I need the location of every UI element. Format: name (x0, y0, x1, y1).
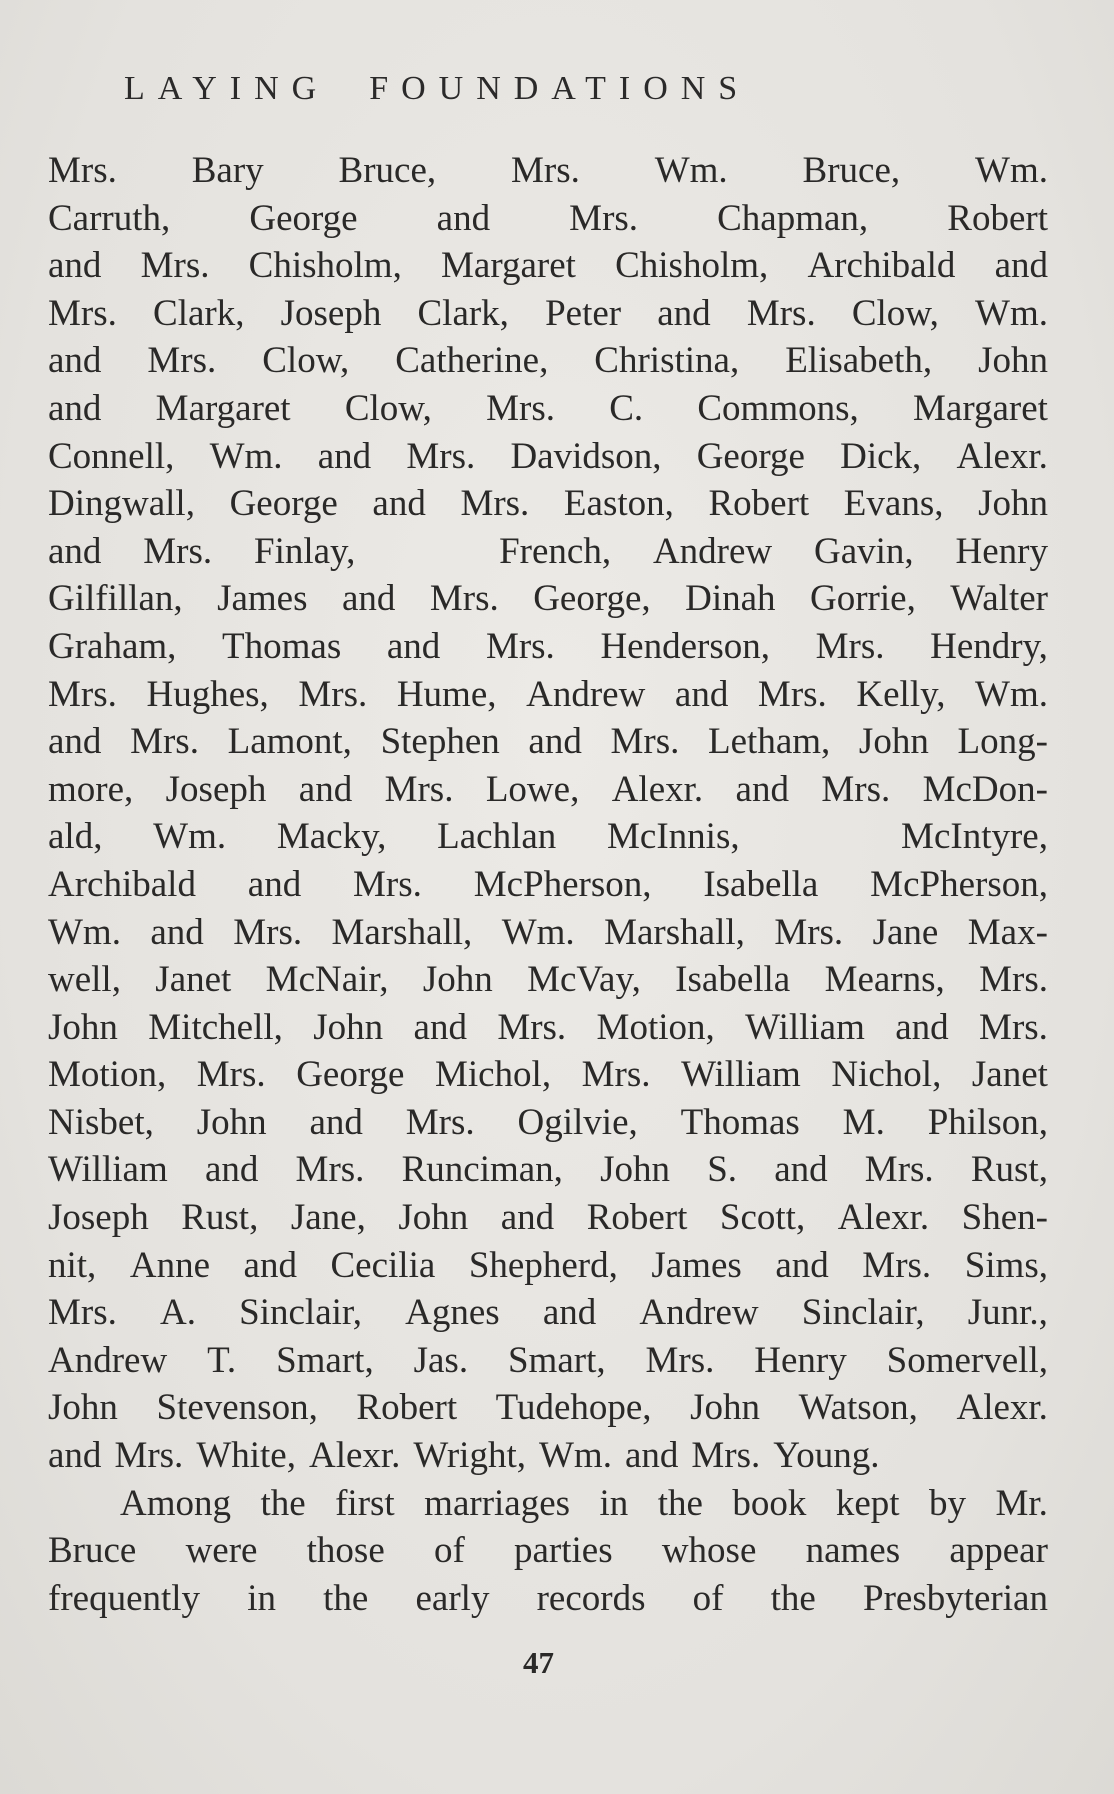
word: marriages (424, 1482, 571, 1524)
word: Bruce, (338, 150, 437, 191)
running-head (124, 70, 970, 108)
word: Wm. (975, 150, 1048, 191)
word: George (229, 483, 338, 525)
word: Cecilia (330, 1244, 436, 1286)
word: Mrs. (48, 150, 117, 191)
word: and (298, 768, 353, 810)
word: in (247, 1577, 276, 1619)
word: Clark, (153, 292, 245, 334)
word: McPherson, (473, 863, 652, 905)
word: Mrs. (429, 578, 499, 620)
running-head-word-2: FOUNDATIONS (369, 70, 751, 107)
word: Macky, (276, 816, 387, 858)
word: Mrs. (384, 768, 454, 810)
word: and (48, 387, 102, 429)
word: McDon- (922, 768, 1048, 810)
word: Wm. (153, 816, 227, 858)
word: and (413, 1006, 467, 1048)
word: and (247, 863, 302, 905)
word: Mrs. (485, 625, 555, 667)
word: Joseph (165, 768, 267, 810)
word: names (805, 1530, 901, 1572)
word: Tudehope, (495, 1387, 652, 1429)
word: James (651, 1244, 742, 1286)
text-line (48, 671, 1048, 719)
word: M. (842, 1101, 885, 1143)
word: the (260, 1482, 306, 1524)
text-line (48, 337, 1048, 385)
word: parties (514, 1530, 613, 1572)
word: Finlay, (254, 530, 356, 572)
word: Mrs. (114, 1435, 184, 1477)
word: Jas. (413, 1339, 469, 1381)
word: Elisabeth, (785, 340, 933, 382)
word: Rust, (970, 1149, 1048, 1191)
word: Mrs. (460, 483, 530, 525)
word: Mrs. (645, 1339, 715, 1381)
word: well, (48, 959, 121, 1001)
word: Ogilvie, (517, 1101, 638, 1143)
word: William (681, 1054, 801, 1096)
text-line (48, 195, 1048, 243)
word: Chapman, (717, 197, 869, 239)
word: Connell, (48, 435, 175, 477)
word: John (978, 483, 1048, 525)
word: Stevenson, (156, 1387, 318, 1429)
word: John (398, 1197, 469, 1239)
word: Somervell, (886, 1339, 1048, 1381)
word: Mrs. (862, 1244, 932, 1286)
word: Mrs. (353, 863, 422, 905)
word: Mrs. (581, 1054, 651, 1096)
text-line (48, 1337, 1048, 1385)
word: Dingwall, (48, 483, 195, 525)
word: Margaret (155, 387, 291, 429)
word: Mrs. (295, 1149, 365, 1191)
word: Bruce (48, 1530, 137, 1572)
word: Mrs. (815, 625, 885, 667)
text-line (48, 718, 1048, 766)
word: nit, (48, 1244, 97, 1286)
word: and (341, 578, 396, 620)
word: Stephen (380, 721, 500, 763)
word: Mrs. (486, 387, 555, 429)
word: George (249, 197, 358, 239)
word: kept (835, 1482, 900, 1524)
word: McInnis, (607, 816, 740, 858)
word: Dinah (685, 578, 776, 620)
word: frequently (48, 1577, 201, 1619)
word: John (196, 1101, 267, 1143)
word: Joseph (280, 292, 382, 334)
word: Clow, (851, 292, 939, 334)
word: Watson, (798, 1387, 918, 1429)
word: and (48, 245, 102, 287)
word: George (696, 435, 805, 477)
word: Alexr. (956, 1387, 1048, 1429)
text-line (48, 1146, 1048, 1194)
word: records (536, 1577, 646, 1619)
word: book (732, 1482, 807, 1524)
word: and (436, 197, 491, 239)
text-line (48, 528, 1048, 576)
word: Philson, (927, 1101, 1048, 1143)
word: of (433, 1530, 465, 1572)
word: White, (196, 1435, 296, 1477)
word: Mrs. (233, 911, 303, 953)
word: and (48, 721, 102, 763)
word: Jane (872, 911, 939, 953)
word: S. (707, 1149, 738, 1191)
text-line (48, 766, 1048, 814)
word: ald, (48, 816, 103, 858)
text-line (48, 1527, 1048, 1575)
word: John (600, 1149, 671, 1191)
word: Robert (947, 197, 1048, 239)
word: and (48, 1435, 102, 1477)
word: George, (533, 578, 651, 620)
word: Andrew (48, 1339, 168, 1381)
word: Lowe, (485, 768, 580, 810)
word: Easton, (563, 483, 674, 525)
word: of (692, 1577, 724, 1619)
word: Wm. (975, 673, 1048, 715)
text-line (48, 385, 1048, 433)
word: and (528, 721, 582, 763)
word: the (323, 1577, 369, 1619)
word: Hughes, (146, 673, 269, 715)
word: Mrs. (979, 959, 1048, 1001)
word: Mitchell, (148, 1006, 283, 1048)
word: John (690, 1387, 761, 1429)
word: Young. (773, 1435, 880, 1477)
word: McPherson, (870, 863, 1048, 905)
word: Mrs. (979, 1006, 1048, 1048)
word: Nisbet, (48, 1101, 154, 1143)
word: George (296, 1054, 405, 1096)
word: and (243, 1244, 297, 1286)
word: Isabella (675, 959, 791, 1001)
word: Margaret (441, 245, 576, 287)
text-line (48, 1051, 1048, 1099)
text-line (48, 1575, 1048, 1623)
text-line (48, 290, 1048, 338)
text-line (48, 1194, 1048, 1242)
word: Max- (967, 911, 1048, 953)
word: and (500, 1197, 555, 1239)
word: and (48, 340, 102, 382)
word: Marshall, (331, 911, 473, 953)
word: Henderson, (600, 625, 770, 667)
word: Peter (545, 292, 622, 334)
word: Alexr. (837, 1197, 930, 1239)
text-line (48, 1480, 1048, 1528)
word: John (858, 721, 929, 763)
word: Sims, (964, 1244, 1048, 1286)
word: T. (207, 1339, 237, 1381)
word: Mearns, (824, 959, 945, 1001)
word: Mrs. (511, 150, 580, 191)
word: Robert (586, 1197, 688, 1239)
word: Gilfillan, (48, 578, 183, 620)
word: Carruth, (48, 197, 171, 239)
word: Janet (971, 1054, 1048, 1096)
word: and (309, 1101, 363, 1143)
word: John (978, 340, 1048, 382)
text-line (48, 242, 1048, 290)
word: Gorrie, (810, 578, 916, 620)
word: the (657, 1482, 703, 1524)
word: the (770, 1577, 816, 1619)
text-line (48, 1099, 1048, 1147)
word: John (313, 1006, 384, 1048)
word: appear (949, 1530, 1048, 1572)
word: Lachlan (437, 816, 557, 858)
word: Henry (955, 530, 1048, 572)
text-line (48, 1242, 1048, 1290)
word: Junr., (967, 1292, 1048, 1334)
word: and (372, 483, 426, 525)
word: Mrs. (746, 292, 816, 334)
word: Hume, (396, 673, 497, 715)
word: and (204, 1149, 259, 1191)
word: James (217, 578, 308, 620)
word: Wm. (48, 911, 121, 953)
word: and (48, 530, 102, 572)
word: William (48, 1149, 168, 1191)
text-line (48, 480, 1048, 528)
word: Bruce, (802, 150, 901, 191)
word: Gavin, (813, 530, 914, 572)
word: Nichol, (831, 1054, 942, 1096)
word: and (657, 292, 711, 334)
word: and (150, 911, 204, 953)
word: Davidson, (510, 435, 662, 477)
word: Hendry, (930, 625, 1048, 667)
name-gap (790, 813, 850, 861)
word: Letham, (708, 721, 831, 763)
word: Wright, (413, 1435, 526, 1477)
word: Agnes (405, 1292, 500, 1334)
word: Mrs. (298, 673, 368, 715)
word: Mrs. (821, 768, 891, 810)
word: Scott, (719, 1197, 806, 1239)
word: Long- (957, 721, 1048, 763)
word: Marshall, (604, 911, 745, 953)
word: C. (609, 387, 644, 429)
word: and (735, 768, 789, 810)
word: Mrs. (48, 292, 117, 334)
word: Mr. (995, 1482, 1048, 1524)
word: Mrs. (691, 1435, 761, 1477)
text-line (48, 1384, 1048, 1432)
word: Mrs. (864, 1149, 934, 1191)
word: Motion, (596, 1006, 715, 1048)
word: Presbyterian (863, 1577, 1048, 1619)
word: McIntyre, (901, 816, 1048, 858)
word: Mrs. (774, 911, 844, 953)
word: Andrew (526, 673, 646, 715)
word: Chisholm, (248, 245, 402, 287)
text-line (48, 909, 1048, 957)
word: and (775, 1244, 829, 1286)
word: Mrs. (196, 1054, 266, 1096)
word: Michol, (434, 1054, 552, 1096)
text-line (48, 813, 1048, 861)
word: and (386, 625, 441, 667)
name-gap (397, 528, 457, 576)
word: Alexr. (308, 1435, 401, 1477)
body-text (48, 147, 1048, 1622)
word: Robert (708, 483, 810, 525)
word: William (745, 1006, 865, 1048)
word: Christina, (594, 340, 740, 382)
word: Alexr. (956, 435, 1048, 477)
word: Mrs. (610, 721, 680, 763)
word: Anne (129, 1244, 210, 1286)
word: Mrs. (48, 1292, 117, 1334)
word: Mrs. (757, 673, 827, 715)
word: Thomas (680, 1101, 800, 1143)
word: Thomas (222, 625, 342, 667)
word: whose (661, 1530, 757, 1572)
word: Mrs. (497, 1006, 567, 1048)
word: Henry (754, 1339, 847, 1381)
word: Mrs. (143, 530, 213, 572)
page-number: 47 (523, 1645, 554, 1680)
word: A. (160, 1292, 196, 1334)
word: Mrs. (569, 197, 639, 239)
word: and (624, 1435, 679, 1477)
word: Mrs. (140, 245, 210, 287)
word: those (306, 1530, 385, 1572)
word: Mrs. (405, 1101, 475, 1143)
word: Catherine, (395, 340, 549, 382)
word: McVay, (527, 959, 641, 1001)
word: Sinclair, (239, 1292, 362, 1334)
running-head-word-1: LAYING (124, 70, 330, 107)
word: Dick, (840, 435, 922, 477)
word: in (599, 1482, 629, 1524)
word: and (542, 1292, 597, 1334)
text-line (48, 623, 1048, 671)
word: Archibald (807, 245, 956, 287)
word: Graham, (48, 625, 177, 667)
word: Janet (155, 959, 232, 1001)
word: Wm. (539, 1435, 612, 1477)
word: Wm. (654, 150, 728, 191)
word: were (185, 1530, 258, 1572)
word: Motion, (48, 1054, 167, 1096)
word: Kelly, (856, 673, 946, 715)
word: French, (499, 530, 612, 572)
word: Wm. (209, 435, 283, 477)
text-line (48, 147, 1048, 195)
word: Alexr. (611, 768, 704, 810)
word: by (929, 1482, 966, 1524)
word: and (317, 435, 372, 477)
word: Smart, (276, 1339, 374, 1381)
word: Clark, (417, 292, 509, 334)
word: Bary (191, 150, 264, 191)
word: Wm. (501, 911, 575, 953)
word: Commons, (697, 387, 859, 429)
word: Shen- (961, 1197, 1048, 1239)
word: and (895, 1006, 949, 1048)
text-line (48, 433, 1048, 481)
word: Archibald (48, 863, 196, 905)
word: first (335, 1482, 395, 1524)
word: Clow, (262, 340, 350, 382)
word: Rust, (181, 1197, 259, 1239)
text-line (48, 1289, 1048, 1337)
word: and (674, 673, 729, 715)
word: McNair, (265, 959, 389, 1001)
word: Margaret (913, 387, 1048, 429)
word: Mrs. (147, 340, 217, 382)
word: Mrs. (406, 435, 476, 477)
word: Joseph (48, 1197, 149, 1239)
word: Smart, (507, 1339, 606, 1381)
word: Walter (950, 578, 1048, 620)
word: Mrs. (48, 673, 117, 715)
text-line (48, 575, 1048, 623)
word: more, (48, 768, 134, 810)
word: Chisholm, (615, 245, 769, 287)
word: and (994, 245, 1048, 287)
word: Sinclair, (801, 1292, 925, 1334)
word: Lamont, (227, 721, 352, 763)
word: Isabella (703, 863, 819, 905)
text-line (48, 1004, 1048, 1052)
word: John (422, 959, 493, 1001)
word: Shepherd, (468, 1244, 618, 1286)
word: Among (120, 1482, 231, 1524)
word: Jane, (290, 1197, 366, 1239)
text-line (48, 861, 1048, 909)
word: John (48, 1006, 118, 1048)
word: Mrs. (130, 721, 199, 763)
word: Andrew (652, 530, 773, 572)
word: Andrew (639, 1292, 759, 1334)
word: Evans, (843, 483, 944, 525)
word: Wm. (975, 292, 1048, 334)
word: Runciman, (401, 1149, 563, 1191)
word: and (774, 1149, 828, 1191)
text-line (48, 956, 1048, 1004)
text-line (48, 1432, 1048, 1480)
word: Clow, (344, 387, 432, 429)
word: early (415, 1577, 490, 1619)
word: John (48, 1387, 118, 1429)
word: Robert (356, 1387, 458, 1429)
